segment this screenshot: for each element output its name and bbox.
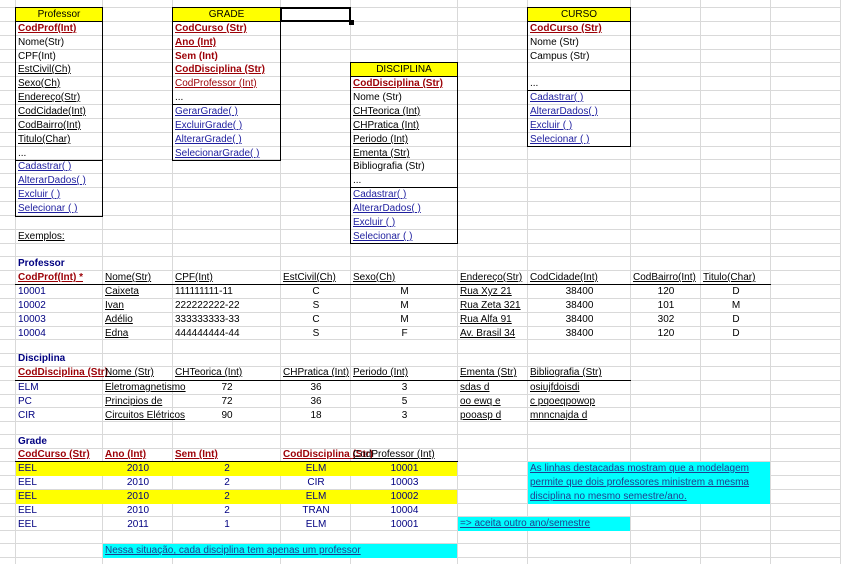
gridline-horizontal xyxy=(0,21,840,22)
prof-table-cell[interactable]: 120 xyxy=(657,328,675,339)
disc-table-cell[interactable]: 72 xyxy=(221,396,233,407)
disc-table-cell[interactable]: 5 xyxy=(401,396,408,407)
disciplina-method-alterar[interactable]: AlterarDados( ) xyxy=(353,203,421,214)
prof-table-header-cell[interactable]: EstCivil(Ch) xyxy=(283,272,336,283)
grade-table-header-cell[interactable]: CodProfessor (Int) xyxy=(353,449,435,460)
prof-table-cell[interactable]: Rua Xyz 21 xyxy=(460,286,512,297)
prof-table-header-cell[interactable]: Endereço(Str) xyxy=(460,272,523,283)
prof-table-header-cell[interactable]: CodProf(Int) * xyxy=(18,272,83,283)
disc-table-cell[interactable]: Circuitos Elétricos xyxy=(105,410,186,421)
disc-table-header-cell[interactable]: CodDisciplina (Str) xyxy=(18,367,109,378)
grade-table-cell[interactable]: 2 xyxy=(224,463,230,474)
grade-method-alterar[interactable]: AlterarGrade( ) xyxy=(175,134,242,145)
professor-box-border-right xyxy=(102,7,103,217)
prof-table-cell[interactable]: S xyxy=(312,300,320,311)
grade-method-gerar[interactable]: GerarGrade( ) xyxy=(175,106,238,117)
disciplina-field-chpratica[interactable]: CHPratica (Int) xyxy=(353,120,420,131)
prof-table-cell[interactable]: 302 xyxy=(657,314,675,325)
professor-field-titulo[interactable]: Titulo(Char) xyxy=(18,134,71,145)
disc-table-cell[interactable]: 3 xyxy=(401,410,408,421)
prof-table-cell[interactable]: 101 xyxy=(657,300,675,311)
professor-field-codprof[interactable]: CodProf(Int) xyxy=(18,23,77,34)
disc-table-cell[interactable]: oo ewq e xyxy=(460,396,501,407)
prof-table-cell[interactable]: Rua Zeta 321 xyxy=(460,300,521,311)
prof-table-cell[interactable]: 38400 xyxy=(565,328,594,339)
prof-table-cell[interactable]: 222222222-22 xyxy=(175,300,240,311)
disciplina-method-cadastrar[interactable]: Cadastrar( ) xyxy=(353,189,407,200)
professor-field-estcivil[interactable]: EstCivil(Ch) xyxy=(18,64,71,75)
disc-table-header-cell[interactable]: Periodo (Int) xyxy=(353,367,409,378)
grade-table-cell[interactable]: EEL xyxy=(18,505,37,516)
professor-box-header: Professor xyxy=(37,9,81,20)
prof-table-header-cell[interactable]: Sexo(Ch) xyxy=(353,272,396,283)
prof-table-cell[interactable]: S xyxy=(312,328,320,339)
prof-table-cell[interactable]: Rua Alfa 91 xyxy=(460,314,512,325)
disc-table-cell[interactable]: CIR xyxy=(18,410,36,421)
prof-table-cell[interactable]: C xyxy=(312,286,320,297)
disc-table-header-cell[interactable]: Ementa (Str) xyxy=(460,367,517,378)
prof-table-cell[interactable]: 10002 xyxy=(18,300,46,311)
grade-field-codcurso[interactable]: CodCurso (Str) xyxy=(175,23,247,34)
prof-table-header-cell[interactable]: CodBairro(Int) xyxy=(633,272,696,283)
grade-method-selecionar[interactable]: SelecionarGrade( ) xyxy=(175,148,260,159)
grade-table-cell[interactable]: 2 xyxy=(224,505,230,516)
disc-table-cell[interactable]: pooasp d xyxy=(460,410,502,421)
disciplina-field-periodo[interactable]: Periodo (Int) xyxy=(353,134,409,145)
prof-table-cell[interactable]: D xyxy=(732,286,740,297)
prof-table-cell[interactable]: M xyxy=(400,300,409,311)
note-lines-text: As linhas destacadas mostram que a modelagem permite que dois professores ministrem a mesma disciplina no mesmo semestre/ano. xyxy=(530,463,750,502)
prof-table-cell[interactable]: 111111111-11 xyxy=(175,286,233,297)
curso-field-ellipsis[interactable]: ... xyxy=(530,78,539,89)
grade-field-sem[interactable]: Sem (Int) xyxy=(175,51,218,62)
prof-table-cell[interactable]: Av. Brasil 34 xyxy=(460,328,516,339)
prof-table-cell[interactable]: 38400 xyxy=(565,300,594,311)
prof-table-header-cell[interactable]: CPF(Int) xyxy=(175,272,213,283)
professor-box-border-bottom xyxy=(15,216,103,217)
disc-table-cell[interactable]: PC xyxy=(18,396,32,407)
grade-table-cell[interactable]: 10004 xyxy=(390,505,419,516)
professor-method-cadastrar[interactable]: Cadastrar( ) xyxy=(18,161,72,172)
disc-table-cell[interactable]: sdas d xyxy=(460,382,490,393)
grade-table-header-cell[interactable]: Ano (Int) xyxy=(105,449,147,460)
disc-table-header-cell[interactable]: CHPratica (Int) xyxy=(283,367,350,378)
curso-method-excluir[interactable]: Excluir ( ) xyxy=(530,120,573,131)
grade-table-cell[interactable]: 2010 xyxy=(126,477,150,488)
prof-table-cell[interactable]: Adélio xyxy=(105,314,133,325)
disciplina-field-ementa[interactable]: Ementa (Str) xyxy=(353,148,410,159)
curso-field-codcurso[interactable]: CodCurso (Str) xyxy=(530,23,602,34)
prof-table-cell[interactable]: M xyxy=(731,300,741,311)
disc-table-cell[interactable]: osiujfdoisdi xyxy=(530,382,580,393)
grade-table-header-cell[interactable]: Sem (Int) xyxy=(175,449,218,460)
prof-table-cell[interactable]: D xyxy=(732,328,740,339)
professor-method-selecionar[interactable]: Selecionar ( ) xyxy=(18,203,78,214)
disc-table-cell[interactable]: 36 xyxy=(310,396,322,407)
grade-field-codprofessor[interactable]: CodProfessor (Int) xyxy=(175,78,257,89)
grade-table-cell[interactable]: 10001 xyxy=(390,519,419,530)
curso-method-selecionar[interactable]: Selecionar ( ) xyxy=(530,134,590,145)
prof-table-cell[interactable]: 10001 xyxy=(18,286,46,297)
prof-table-cell[interactable]: 444444444-44 xyxy=(175,328,240,339)
disc-table-cell[interactable]: 36 xyxy=(310,382,322,393)
disciplina-field-coddisciplina[interactable]: CodDisciplina (Str) xyxy=(353,78,444,89)
disc-table-cell[interactable]: 3 xyxy=(401,382,408,393)
grade-box-header: GRADE xyxy=(208,9,245,20)
grade-table-cell[interactable]: 2011 xyxy=(127,519,149,530)
grade-table-cell[interactable]: TRAN xyxy=(302,505,330,516)
prof-table-cell[interactable]: Caixeta xyxy=(105,286,139,297)
grade-table-cell[interactable]: 2010 xyxy=(126,491,150,502)
prof-table-cell[interactable]: 10004 xyxy=(18,328,46,339)
disc-table-cell[interactable]: mnncnajda d xyxy=(530,410,588,421)
prof-table-cell[interactable]: M xyxy=(400,314,409,325)
disc-table-header-cell[interactable]: CHTeorica (Int) xyxy=(175,367,243,378)
prof-table-cell[interactable]: 38400 xyxy=(565,314,594,325)
gridline-horizontal xyxy=(0,353,840,354)
disc-table-cell[interactable]: ELM xyxy=(18,382,39,393)
disc-table-cell[interactable]: Eletromagnetismo xyxy=(105,382,186,393)
disc-table-cell[interactable]: c pqoeqpowop xyxy=(530,396,596,407)
grade-table-cell[interactable]: EEL xyxy=(18,463,37,474)
gridline-horizontal xyxy=(0,434,840,435)
prof-table-cell[interactable]: F xyxy=(401,328,408,339)
prof-table-cell[interactable]: M xyxy=(400,286,409,297)
note-accept-text: => aceita outro ano/semestre xyxy=(460,518,591,529)
professor-field-codcidade[interactable]: CodCidade(Int) xyxy=(18,106,86,117)
curso-box-border-right xyxy=(630,7,631,147)
prof-table-header-cell[interactable]: CodCidade(Int) xyxy=(530,272,598,283)
professor-method-alterar[interactable]: AlterarDados( ) xyxy=(18,175,86,186)
prof-table-cell[interactable]: C xyxy=(312,314,320,325)
grade-table-cell[interactable]: 10003 xyxy=(390,477,419,488)
grade-table-cell[interactable]: 2 xyxy=(224,491,230,502)
selected-cell-cursor[interactable] xyxy=(280,7,351,22)
grade-table-cell[interactable]: 2 xyxy=(224,477,230,488)
disc-table-header-cell[interactable]: Bibliografia (Str) xyxy=(530,367,602,378)
professor-field-codbairro[interactable]: CodBairro(Int) xyxy=(18,120,81,131)
fill-handle[interactable] xyxy=(349,20,354,25)
grade-table-cell[interactable]: 2010 xyxy=(126,463,150,474)
exemplos-label: Exemplos: xyxy=(18,231,65,242)
grade-table-cell[interactable]: 10002 xyxy=(390,491,419,502)
grade-table-cell[interactable]: EEL xyxy=(18,491,37,502)
note-situation-text: Nessa situação, cada disciplina tem apenas um professor xyxy=(105,545,361,556)
disciplina-field-ellipsis[interactable]: ... xyxy=(353,175,362,186)
curso-method-alterar[interactable]: AlterarDados( ) xyxy=(530,106,598,117)
grade-field-coddisciplina[interactable]: CodDisciplina (Str) xyxy=(175,64,266,75)
prof-table-header-cell[interactable]: Nome(Str) xyxy=(105,272,152,283)
grade-table-title: Grade xyxy=(18,436,47,447)
disciplina-method-selecionar[interactable]: Selecionar ( ) xyxy=(353,231,413,242)
curso-box-header: CURSO xyxy=(560,9,598,20)
disciplina-field-nome[interactable]: Nome (Str) xyxy=(353,92,402,103)
grade-field-ellipsis[interactable]: ... xyxy=(175,92,184,103)
prof-table-cell[interactable]: Edna xyxy=(105,328,129,339)
grade-table-cell[interactable]: ELM xyxy=(305,491,327,502)
disciplina-method-excluir[interactable]: Excluir ( ) xyxy=(353,217,396,228)
prof-table-title: Professor xyxy=(18,258,65,269)
gridline-horizontal xyxy=(0,7,840,8)
prof-table-cell[interactable]: 120 xyxy=(657,286,675,297)
grade-table-cell[interactable]: ELM xyxy=(305,463,327,474)
grade-table-cell[interactable]: 2010 xyxy=(126,505,150,516)
disc-table-cell[interactable]: 72 xyxy=(221,382,233,393)
professor-field-nome[interactable]: Nome(Str) xyxy=(18,37,65,48)
grade-table-cell[interactable]: EEL xyxy=(18,477,37,488)
grade-box-border-right xyxy=(280,7,281,161)
prof-table-cell[interactable]: Ivan xyxy=(105,300,124,311)
disciplina-field-chteorica[interactable]: CHTeorica (Int) xyxy=(353,106,421,117)
professor-field-endereco[interactable]: Endereço(Str) xyxy=(18,92,81,103)
grade-table-header-cell[interactable]: CodCurso (Str) xyxy=(18,449,90,460)
professor-method-excluir[interactable]: Excluir ( ) xyxy=(18,189,61,200)
grade-table-cell[interactable]: 1 xyxy=(224,519,230,530)
gridline-horizontal xyxy=(0,49,840,50)
disc-table-cell[interactable]: 18 xyxy=(310,410,322,421)
curso-method-cadastrar[interactable]: Cadastrar( ) xyxy=(530,92,584,103)
prof-table-cell[interactable]: D xyxy=(732,314,740,325)
professor-field-ellipsis[interactable]: ... xyxy=(18,148,27,159)
curso-field-campus[interactable]: Campus (Str) xyxy=(530,51,590,62)
curso-field-nome[interactable]: Nome (Str) xyxy=(530,37,579,48)
disc-table-title: Disciplina xyxy=(18,353,66,364)
disciplina-box-header: DISCIPLINA xyxy=(376,64,432,75)
disc-table-cell[interactable]: Principios de xyxy=(105,396,163,407)
grade-table-header-cell[interactable]: CodDisciplina (Str) xyxy=(283,449,374,460)
grade-field-ano[interactable]: Ano (Int) xyxy=(175,37,217,48)
prof-table-cell[interactable]: 333333333-33 xyxy=(175,314,240,325)
gridline-horizontal xyxy=(0,35,840,36)
professor-field-cpf[interactable]: CPF(Int) xyxy=(18,51,56,62)
grade-table-cell[interactable]: 10001 xyxy=(390,463,419,474)
prof-table-header-cell[interactable]: Titulo(Char) xyxy=(703,272,756,283)
disciplina-field-bibliografia[interactable]: Bibliografia (Str) xyxy=(353,161,425,172)
disciplina-box-border-right xyxy=(457,62,458,244)
disc-table-cell[interactable]: 90 xyxy=(221,410,233,421)
disc-table-header-cell[interactable]: Nome (Str) xyxy=(105,367,154,378)
gridline-horizontal xyxy=(0,256,840,257)
grade-table-cell[interactable]: ELM xyxy=(305,519,327,530)
professor-field-sexo[interactable]: Sexo(Ch) xyxy=(18,78,61,89)
grade-method-excluir[interactable]: ExcluirGrade( ) xyxy=(175,120,243,131)
grade-table-cell[interactable]: CIR xyxy=(307,477,325,488)
prof-table-cell[interactable]: 38400 xyxy=(565,286,594,297)
grade-table-cell[interactable]: EEL xyxy=(18,519,37,530)
prof-table-cell[interactable]: 10003 xyxy=(18,314,46,325)
